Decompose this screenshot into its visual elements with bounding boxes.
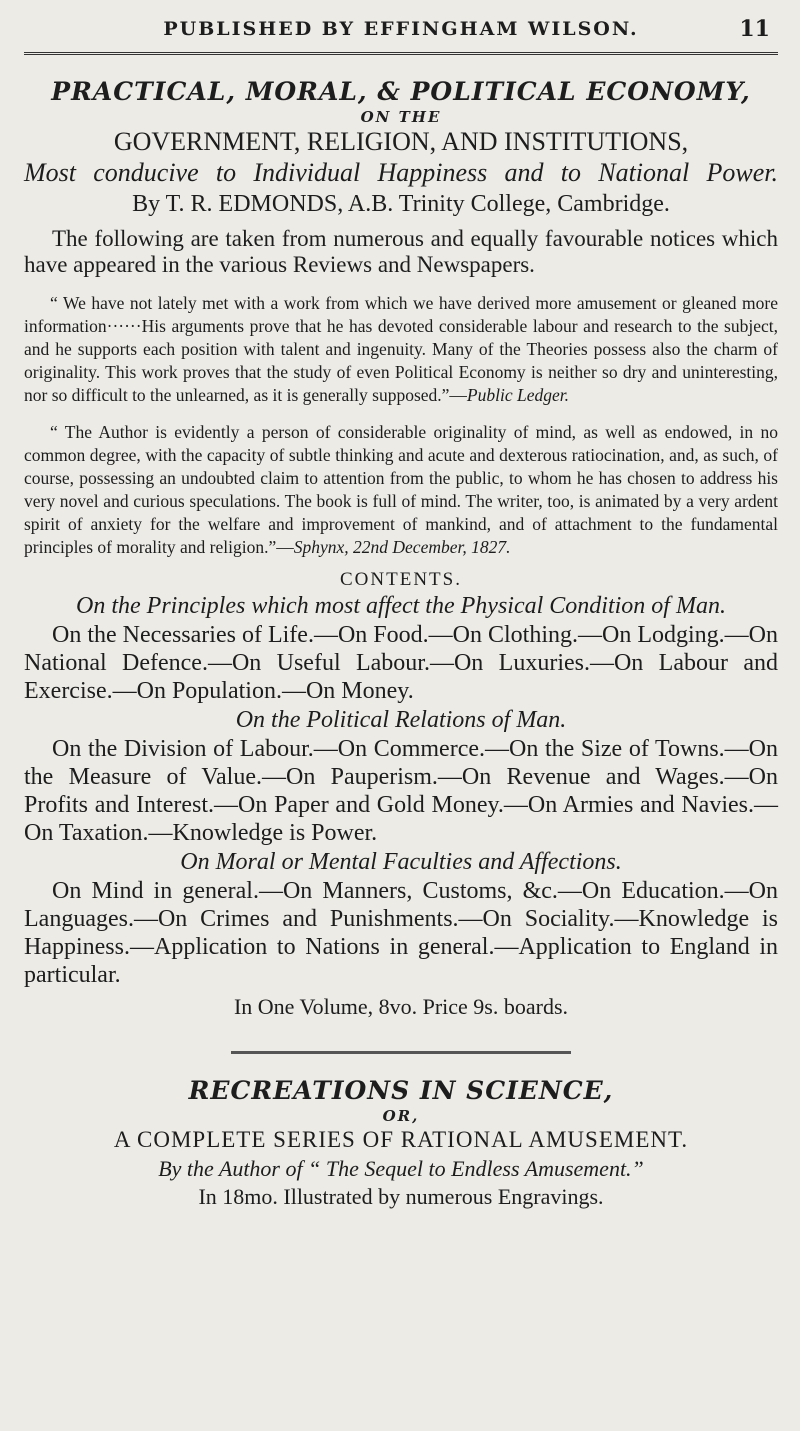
contents-heading: CONTENTS. <box>340 569 462 590</box>
page-number: 11 <box>739 16 770 42</box>
title-connector: ON THE <box>360 108 442 126</box>
running-head <box>24 14 778 46</box>
publisher-line: PUBLISHED BY EFFINGHAM WILSON. <box>163 18 639 40</box>
author-line: By T. R. EDMONDS, A.B. Trinity College, Cambridge. <box>132 191 670 217</box>
review-sphynx <box>24 421 778 559</box>
review-source: Public Ledger. <box>466 385 569 405</box>
book-title-recreations: RECREATIONS IN SCIENCE, <box>188 1076 614 1105</box>
review-source: Sphynx, 22nd December, 1827. <box>293 537 511 557</box>
contents-list-physical: On the Necessaries of Life.—On Food.—On Clothing.—On Lodging.—On National Defence.—On Useful Labour.—On Luxuries.—On Labour and Exercise.—On Population.—On Money. <box>24 622 778 704</box>
review-public-ledger <box>24 292 778 407</box>
header-rule <box>24 52 778 55</box>
contents-list-moral: On Mind in general.—On Manners, Customs, &c.—On Education.—On Languages.—On Crimes and Punishments.—On Sociality.—Knowledge is Happiness.—Application to Nations in general.—Application to England in particular. <box>24 878 778 988</box>
recreations-subtitle: A COMPLETE SERIES OF RATIONAL AMUSEMENT. <box>113 1127 689 1152</box>
contents-section-moral: On Moral or Mental Faculties and Affections. <box>180 849 622 875</box>
contents-section-political: On the Political Relations of Man. <box>235 707 567 733</box>
price-line: In One Volume, 8vo. Price 9s. boards. <box>233 994 569 1019</box>
review-quote: “ The Author is evidently a person of considerable originality of mind, as well as endowed, in no common degree, with the capacity of subtle thinking and acute and dexterous ratiocination, and, as such, of course, possessing an undoubted claim to attention from the public, to whom he has chosen to address his very novel and curious speculations. The book is full of mind. The writer, too, is animated by a very ardent spirit of anxiety for the welfare and improvement of mankind, and of attachment to the fundamental principles of morality and religion.”— <box>24 422 778 557</box>
recreations-author-line: By the Author of “ The Sequel to Endless Amusement.” <box>158 1156 644 1181</box>
contents-section-physical: On the Principles which most affect the Physical Condition of Man. <box>76 593 726 619</box>
title-line-happiness: Most conducive to Individual Happiness and to National Power. <box>24 158 778 187</box>
recreations-format-line: In 18mo. Illustrated by numerous Engravings. <box>198 1184 604 1209</box>
review-quote: “ We have not lately met with a work from which we have derived more amusement or gleaned more information······His arguments prove that he has devoted considerable labour and research to the subject, and he supports each position with talent and ingenuity. Many of the Theories possess also the charm of originality. This work proves that the study of even Political Economy is neither so dry and uninteresting, nor so difficult to the unlearned, as it is generally supposed.”— <box>24 293 778 405</box>
book-title-economy: PRACTICAL, MORAL, & POLITICAL ECONOMY, <box>51 77 751 106</box>
notices-intro: The following are taken from numerous and equally favourable notices which have appeared in the various Reviews and Newspapers. <box>24 226 778 277</box>
title-line-government: GOVERNMENT, RELIGION, AND INSTITUTIONS, <box>113 127 689 156</box>
section-divider <box>231 1051 571 1054</box>
contents-list-political: On the Division of Labour.—On Commerce.—On the Size of Towns.—On the Measure of Value.—On Pauperism.—On Revenue and Wages.—On Profits and Interest.—On Paper and Gold Money.—On Armies and Navies.—On Taxation.—Knowledge is Power. <box>24 736 778 846</box>
title-connector: OR, <box>382 1107 420 1125</box>
